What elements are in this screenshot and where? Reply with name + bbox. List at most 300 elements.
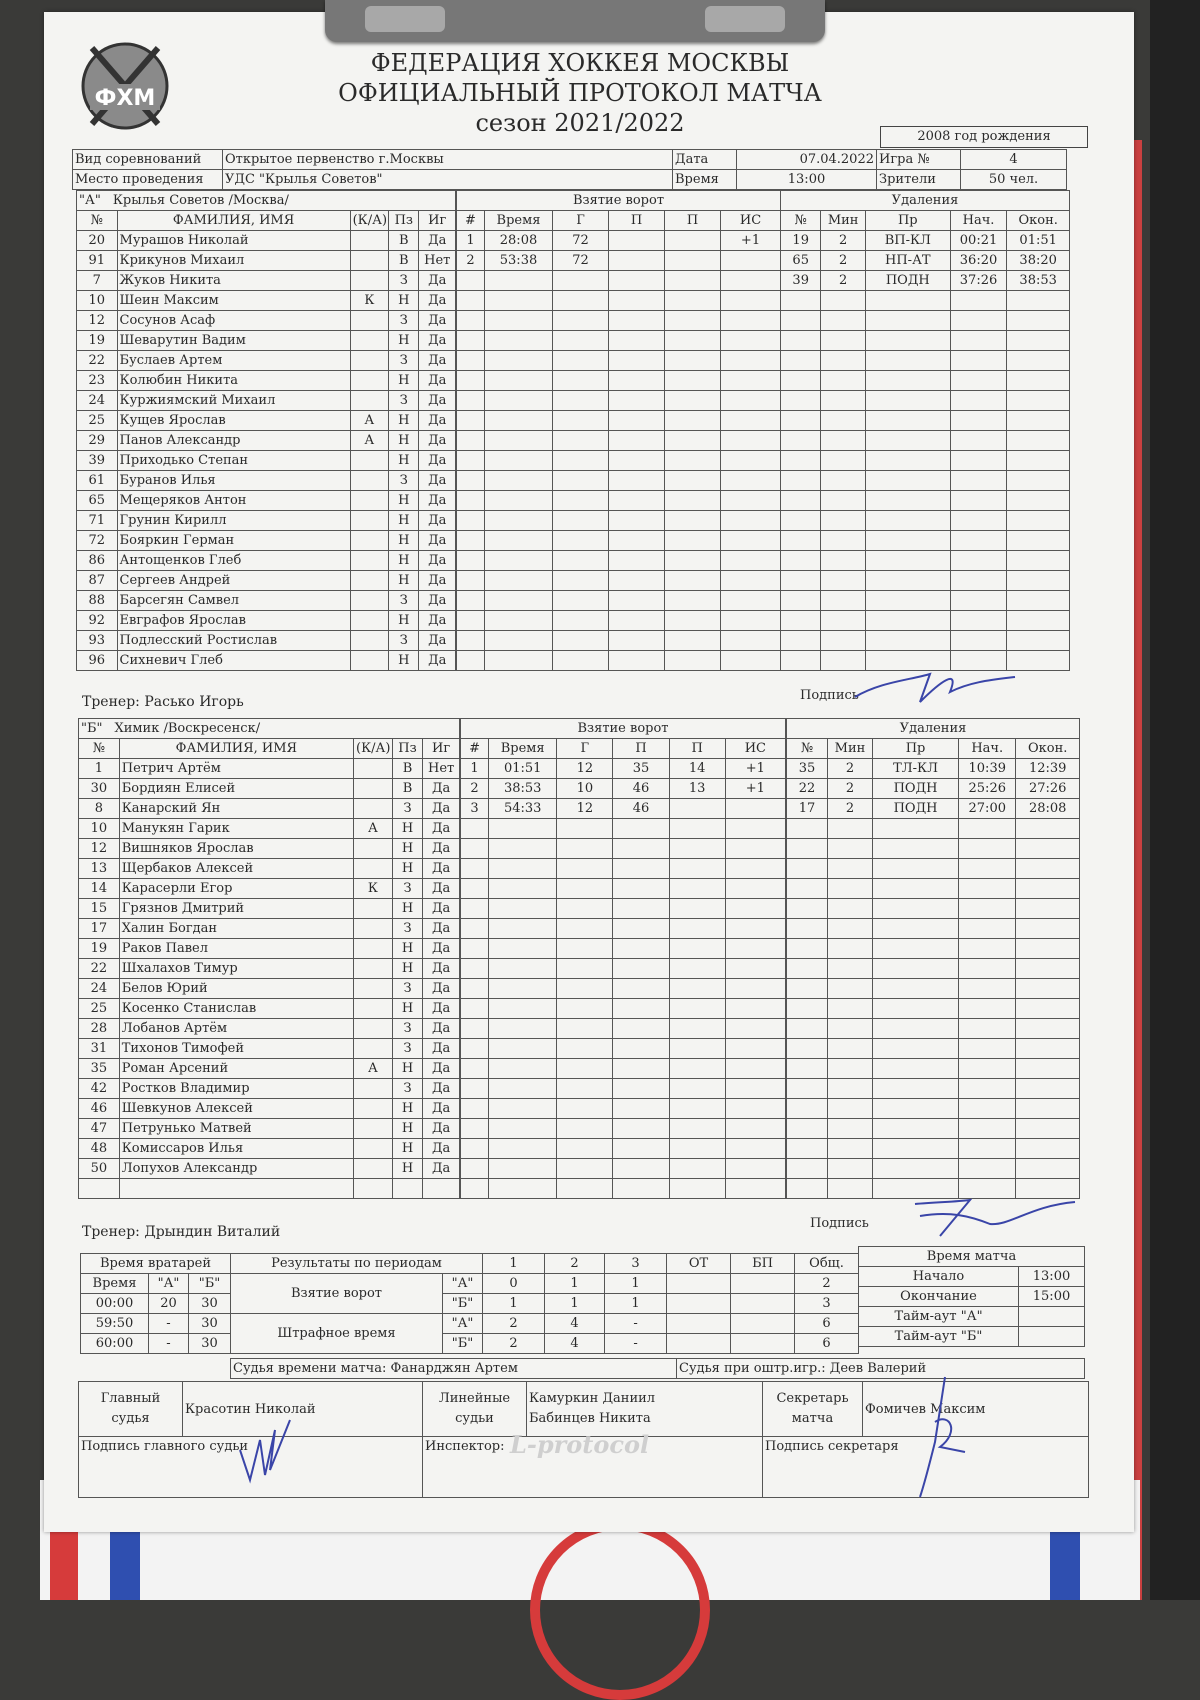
goal-time: 54:33 [489, 799, 557, 819]
penalty-min [821, 511, 865, 531]
penalty-n [787, 879, 828, 899]
goal-p1 [613, 1159, 669, 1179]
goal-no [457, 611, 485, 631]
table-row [77, 431, 456, 451]
goal-g: 72 [553, 231, 609, 251]
time-value: 13:00 [737, 170, 877, 190]
penalty-n [787, 859, 828, 879]
team-letter: "Б" [81, 721, 103, 736]
player-role [354, 1179, 393, 1199]
goals-header-g_p2: П [669, 739, 725, 759]
player-position: Н [389, 411, 419, 431]
penalty-pr [865, 491, 950, 511]
player-played: Да [423, 1119, 460, 1139]
penalty-pr [865, 531, 950, 551]
penalty-pr [865, 631, 950, 651]
penalty-min [827, 1079, 872, 1099]
player-played: Да [423, 1099, 460, 1119]
goal-is [721, 291, 781, 311]
penalty-pr [865, 371, 950, 391]
penalty-min [827, 1099, 872, 1119]
player-played: Да [419, 651, 456, 671]
player-played: Да [423, 1139, 460, 1159]
player-number: 12 [77, 311, 118, 331]
goal-p1 [609, 331, 665, 351]
goal-no [457, 391, 485, 411]
competition-label: Вид соревнований [73, 150, 223, 170]
penalty-pr [865, 611, 950, 631]
penalty-end [1007, 631, 1070, 651]
goal-no [457, 331, 485, 351]
penalty-pr [865, 331, 950, 351]
match-time-value: 13:00 [1019, 1267, 1085, 1287]
goal-is [721, 471, 781, 491]
goal-time [485, 351, 553, 371]
player-role [350, 511, 389, 531]
goal-no: 3 [461, 799, 489, 819]
period-value: 0 [483, 1274, 545, 1294]
table-row [231, 1274, 859, 1294]
penalty-pr [873, 979, 959, 999]
period-col-header: ОТ [667, 1254, 731, 1274]
penalty-end [1007, 511, 1070, 531]
player-played: Да [423, 899, 460, 919]
player-role [354, 1139, 393, 1159]
player-role [350, 531, 389, 551]
goal-is [725, 1039, 785, 1059]
player-role: К [354, 879, 393, 899]
table-row [79, 839, 460, 859]
goal-is [725, 1159, 785, 1179]
penalty-min [827, 999, 872, 1019]
table-row [79, 1139, 460, 1159]
penalty-end [1016, 819, 1080, 839]
goal-is [725, 1099, 785, 1119]
penalties-header-pen_pr: Пр [865, 211, 950, 231]
table-row [77, 231, 456, 251]
goal-p1 [613, 1019, 669, 1039]
player-number: 1 [79, 759, 120, 779]
player-played: Да [423, 839, 460, 859]
penalty-end: 01:51 [1007, 231, 1070, 251]
goal-is [725, 939, 785, 959]
player-role [350, 251, 389, 271]
goal-p2 [665, 531, 721, 551]
goal-g [553, 491, 609, 511]
goal-p1 [609, 271, 665, 291]
goal-is [721, 271, 781, 291]
player-role [350, 331, 389, 351]
penalty-n [781, 551, 821, 571]
referee-label: Главный судья [79, 1382, 183, 1437]
table-row [79, 959, 460, 979]
player-role [354, 979, 393, 999]
team-title [79, 719, 460, 739]
penalty-end [1007, 291, 1070, 311]
goal-g [553, 531, 609, 551]
player-name: Петрунько Матвей [119, 1119, 353, 1139]
player-position: В [389, 231, 419, 251]
penalty-end [1007, 571, 1070, 591]
penalty-n [787, 1159, 828, 1179]
table-row [787, 819, 1080, 839]
goal-no [461, 1179, 489, 1199]
goal-no [457, 451, 485, 471]
table-row [461, 919, 786, 939]
player-name: Сергеев Андрей [117, 571, 350, 591]
table-row [79, 919, 460, 939]
goal-time [489, 1039, 557, 1059]
table-row [457, 451, 781, 471]
goal-g: 10 [557, 779, 613, 799]
birth-year: 2008 год рождения [880, 126, 1088, 148]
player-position: Н [392, 1119, 423, 1139]
penalty-min [821, 351, 865, 371]
table-row [79, 819, 460, 839]
col-num-header: № [77, 211, 118, 231]
col-played-header: Иг [419, 211, 456, 231]
player-played: Нет [419, 251, 456, 271]
goal-p2 [669, 979, 725, 999]
referee-signature-icon [230, 1410, 310, 1490]
penalty-end [1016, 959, 1080, 979]
goal-p1 [613, 919, 669, 939]
goal-p2 [669, 899, 725, 919]
penalty-end [1016, 879, 1080, 899]
goals-header-g_g: Г [557, 739, 613, 759]
goal-p2 [665, 631, 721, 651]
penalty-pr [873, 1099, 959, 1119]
player-number: 65 [77, 491, 118, 511]
goal-time [489, 879, 557, 899]
player-role [354, 779, 393, 799]
player-name: Ростков Владимир [119, 1079, 353, 1099]
goal-p1 [609, 451, 665, 471]
player-position: Н [389, 371, 419, 391]
penalties-header-pen_num: № [787, 739, 828, 759]
penalty-min [821, 631, 865, 651]
player-name: Подлесский Ростислав [117, 631, 350, 651]
table-row [77, 651, 456, 671]
penalty-min [821, 471, 865, 491]
goal-p1 [613, 859, 669, 879]
player-name: Колюбин Никита [117, 371, 350, 391]
penalty-start [950, 311, 1007, 331]
player-position: Н [389, 451, 419, 471]
background-edge [1150, 0, 1200, 1600]
penalty-start [959, 899, 1016, 919]
penalty-min [827, 1039, 872, 1059]
player-number: 86 [77, 551, 118, 571]
goal-p1 [609, 351, 665, 371]
goal-time [489, 1059, 557, 1079]
player-name: Барсегян Самвел [117, 591, 350, 611]
match-time-label: Начало [859, 1267, 1019, 1287]
game-label: Игра № [877, 150, 961, 170]
table-row [77, 611, 456, 631]
goal-p1 [613, 819, 669, 839]
penalty-start [959, 1079, 1016, 1099]
goal-no [461, 1159, 489, 1179]
player-number: 31 [79, 1039, 120, 1059]
goal-p1 [609, 251, 665, 271]
goal-g [557, 859, 613, 879]
goal-p1 [609, 431, 665, 451]
goal-no: 1 [461, 759, 489, 779]
goal-no [461, 919, 489, 939]
table-row [457, 651, 781, 671]
goal-no [457, 311, 485, 331]
period-team: "Б" [443, 1294, 483, 1314]
table-row [781, 591, 1070, 611]
goal-p1 [609, 371, 665, 391]
table-row [781, 371, 1070, 391]
goal-p1 [609, 411, 665, 431]
table-row [457, 271, 781, 291]
goal-is [721, 491, 781, 511]
goalie-a: - [149, 1314, 189, 1334]
penalty-min [821, 431, 865, 451]
table-row [457, 551, 781, 571]
secretary-signature-icon [905, 1372, 975, 1502]
goals-header-g_g: Г [553, 211, 609, 231]
table-row [77, 291, 456, 311]
table-row [77, 511, 456, 531]
player-name: Крикунов Михаил [117, 251, 350, 271]
player-role [354, 1039, 393, 1059]
goal-time [485, 291, 553, 311]
player-role [350, 591, 389, 611]
goal-is [725, 979, 785, 999]
table-row [79, 1039, 460, 1059]
goal-is [725, 959, 785, 979]
goals-header-g_p1: П [613, 739, 669, 759]
player-number: 23 [77, 371, 118, 391]
player-position: В [392, 759, 423, 779]
player-played: Да [423, 999, 460, 1019]
goal-p2 [665, 451, 721, 471]
period-team: "Б" [443, 1334, 483, 1354]
penalty-start [959, 839, 1016, 859]
goal-p2 [665, 571, 721, 591]
goal-p1 [609, 611, 665, 631]
player-name: Щербаков Алексей [119, 859, 353, 879]
player-played: Да [419, 551, 456, 571]
table-row [79, 1159, 460, 1179]
player-number: 30 [79, 779, 120, 799]
penalty-pr [873, 1159, 959, 1179]
goal-g [557, 1119, 613, 1139]
table-row [787, 1139, 1080, 1159]
season-title: сезон 2021/2022 [475, 109, 685, 137]
goal-no [457, 591, 485, 611]
penalty-end [1007, 371, 1070, 391]
goal-no [461, 879, 489, 899]
goal-p2 [665, 231, 721, 251]
table-row [457, 611, 781, 631]
goal-no [461, 959, 489, 979]
goal-is: +1 [721, 231, 781, 251]
goal-time [489, 1179, 557, 1199]
penalties-header-pen_min: Мин [821, 211, 865, 231]
table-row [461, 1159, 786, 1179]
penalty-pr [865, 391, 950, 411]
player-name: Кущев Ярослав [117, 411, 350, 431]
goal-g: 12 [557, 799, 613, 819]
table-row [781, 571, 1070, 591]
period-col-header: 1 [483, 1254, 545, 1274]
player-position: З [389, 391, 419, 411]
goal-g [553, 431, 609, 451]
team-letter: "А" [79, 193, 101, 208]
penalty-judge: Судья при оштр.игр.: Деев Валерий [677, 1359, 1085, 1379]
goal-p2 [665, 251, 721, 271]
table-row [461, 1039, 786, 1059]
venue-label: Место проведения [73, 170, 223, 190]
penalty-start [959, 939, 1016, 959]
penalty-min [821, 491, 865, 511]
goal-time [489, 979, 557, 999]
col-name-header: ФАМИЛИЯ, ИМЯ [117, 211, 350, 231]
goal-g [557, 1179, 613, 1199]
penalty-end [1007, 611, 1070, 631]
table-row [457, 371, 781, 391]
player-role [350, 391, 389, 411]
player-number: 61 [77, 471, 118, 491]
player-played: Да [423, 779, 460, 799]
table-row [457, 311, 781, 331]
goal-time: 53:38 [485, 251, 553, 271]
goalies-header-a: "А" [149, 1274, 189, 1294]
period-value: 2 [483, 1314, 545, 1334]
goal-time [489, 1079, 557, 1099]
goal-p1 [609, 591, 665, 611]
table-row [79, 939, 460, 959]
player-position: В [389, 251, 419, 271]
player-position: З [389, 631, 419, 651]
penalty-start [959, 1119, 1016, 1139]
player-name: Петрич Артём [119, 759, 353, 779]
penalty-min [821, 451, 865, 471]
goal-no [457, 571, 485, 591]
penalty-n [781, 611, 821, 631]
player-name: Косенко Станислав [119, 999, 353, 1019]
table-row [461, 799, 786, 819]
penalty-min [827, 1139, 872, 1159]
table-row [81, 1294, 231, 1314]
col-ka-header: (К/А) [354, 739, 393, 759]
period-value [731, 1334, 795, 1354]
table-row [79, 999, 460, 1019]
goal-g [557, 1039, 613, 1059]
goal-time [489, 939, 557, 959]
table-row [77, 271, 456, 291]
player-name: Манукян Гарик [119, 819, 353, 839]
table-row [79, 1179, 460, 1199]
penalty-pr: ПОДН [873, 799, 959, 819]
goals-title: Взятие ворот [457, 191, 781, 211]
player-played: Да [419, 311, 456, 331]
player-role [354, 1099, 393, 1119]
player-name: Шхалахов Тимур [119, 959, 353, 979]
player-role [350, 471, 389, 491]
player-position: Н [389, 431, 419, 451]
goal-p2 [669, 1179, 725, 1199]
col-pos-header: Пз [389, 211, 419, 231]
goalies-header-b: "Б" [189, 1274, 231, 1294]
penalty-min [827, 1119, 872, 1139]
goal-is [725, 1139, 785, 1159]
goal-no [457, 411, 485, 431]
goal-g [553, 651, 609, 671]
player-position: З [392, 799, 423, 819]
goal-g [557, 1159, 613, 1179]
player-position: Н [392, 959, 423, 979]
period-value: 1 [483, 1294, 545, 1314]
player-number: 15 [79, 899, 120, 919]
penalty-start [959, 1139, 1016, 1159]
goal-no [457, 631, 485, 651]
goal-p2 [669, 1039, 725, 1059]
protocol-title: ОФИЦИАЛЬНЫЙ ПРОТОКОЛ МАТЧА [338, 79, 822, 107]
goalie-time-table [80, 1253, 231, 1354]
period-value: - [605, 1334, 667, 1354]
player-number: 46 [79, 1099, 120, 1119]
period-value: 2 [795, 1274, 859, 1294]
penalties-header-pen_start: Нач. [950, 211, 1007, 231]
goal-time [485, 271, 553, 291]
referee-sign-label: Подпись главного судьи [81, 1439, 249, 1454]
table-row [77, 571, 456, 591]
player-name: Жуков Никита [117, 271, 350, 291]
spectators-label: Зрители [877, 170, 961, 190]
goal-p1 [609, 531, 665, 551]
player-number: 17 [79, 919, 120, 939]
goal-p1 [609, 291, 665, 311]
penalty-end [1007, 531, 1070, 551]
goal-p1 [613, 1119, 669, 1139]
player-position: Н [389, 531, 419, 551]
player-number: 91 [77, 251, 118, 271]
goal-time: 28:08 [485, 231, 553, 251]
table-row [457, 571, 781, 591]
goal-p1 [613, 1079, 669, 1099]
table-row [461, 779, 786, 799]
period-results-table [230, 1253, 859, 1354]
penalty-start [959, 959, 1016, 979]
player-position: Н [392, 1159, 423, 1179]
player-number: 10 [77, 291, 118, 311]
player-position: З [389, 591, 419, 611]
goal-is [721, 571, 781, 591]
table-row [77, 451, 456, 471]
goal-no [457, 531, 485, 551]
period-value [731, 1314, 795, 1334]
period-value [667, 1294, 731, 1314]
logo-text: ФХМ [94, 86, 156, 111]
penalty-n: 39 [781, 271, 821, 291]
table-row [787, 799, 1080, 819]
penalty-pr [865, 451, 950, 471]
col-num-header: № [79, 739, 120, 759]
goal-is [721, 331, 781, 351]
goal-p2 [665, 591, 721, 611]
goal-g [553, 511, 609, 531]
goal-p2 [669, 959, 725, 979]
penalty-start [950, 631, 1007, 651]
goal-time [489, 919, 557, 939]
penalty-start [950, 351, 1007, 371]
